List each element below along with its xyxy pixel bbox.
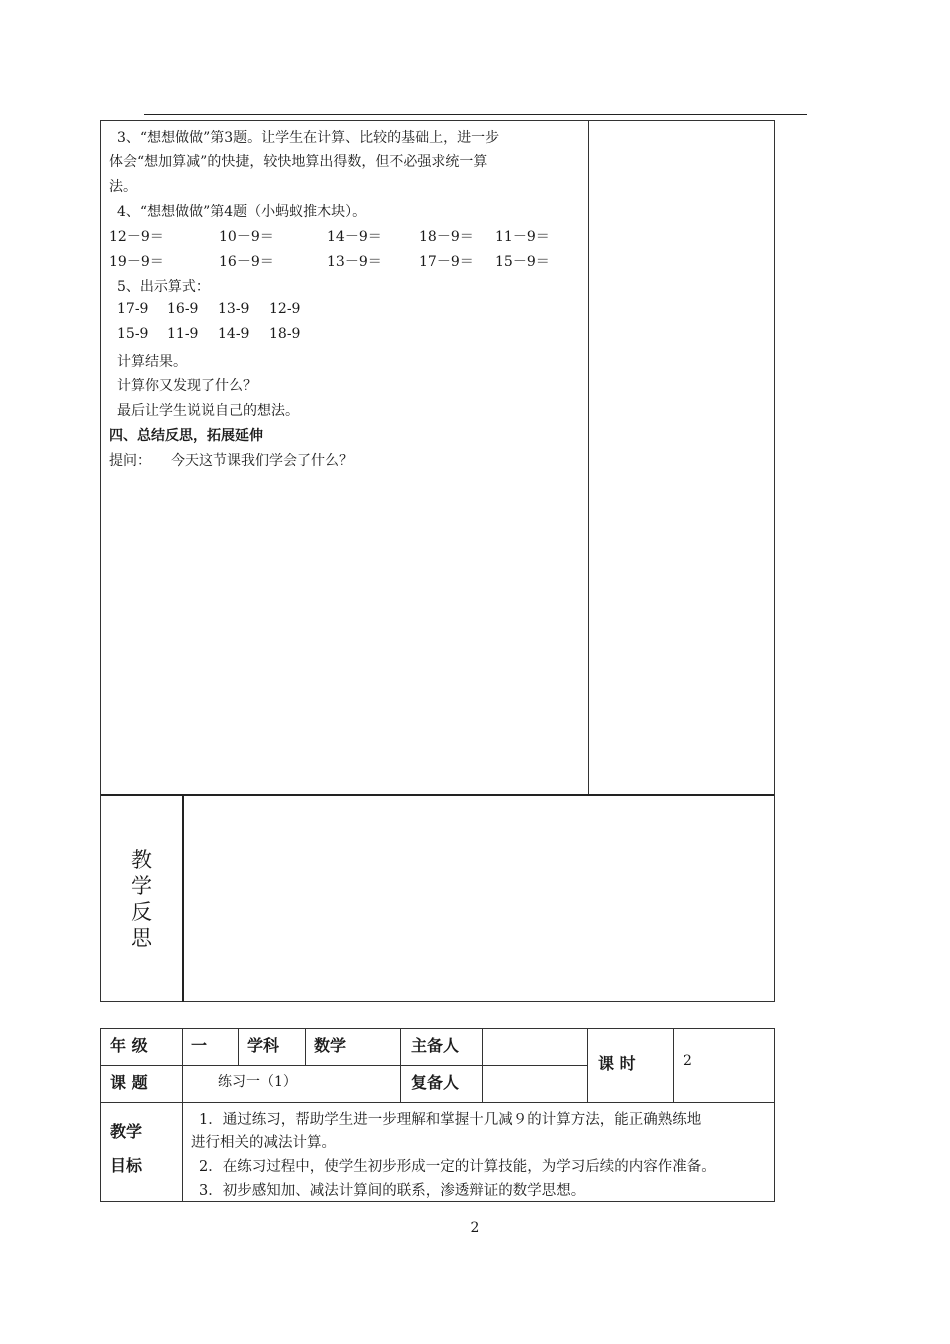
equation: 15－9＝ (495, 254, 550, 270)
text-line: 法。 (109, 179, 137, 195)
expression: 16-9 (167, 301, 199, 317)
equation: 18－9＝ (419, 229, 474, 245)
period-label: 课 时 (598, 1054, 636, 1073)
reflection-label: 教学反思 (131, 847, 152, 950)
equation: 16－9＝ (219, 254, 274, 270)
expression: 11-9 (167, 326, 199, 342)
grade-value: 一 (191, 1036, 208, 1055)
text-line: 计算结果。 (117, 354, 187, 370)
grid-line (101, 1065, 587, 1066)
text-line: 今天这节课我们学会了什么？ (171, 453, 353, 469)
equation: 13－9＝ (327, 254, 382, 270)
expression: 18-9 (269, 326, 301, 342)
header-rule (144, 114, 807, 115)
expression: 12-9 (269, 301, 301, 317)
grid-line (673, 1029, 674, 1102)
grid-line (182, 1029, 183, 1202)
subject-value: 数学 (314, 1036, 347, 1055)
goals-label-line-2: 目标 (110, 1156, 143, 1175)
expression: 15-9 (117, 326, 149, 342)
goal-line: 3．初步感知加、减法计算间的联系，渗透辩证的数学思想。 (199, 1183, 586, 1199)
text-line: 计算你又发现了什么？ (117, 378, 257, 394)
text-line: 4、“想想做做”第4题（小蚂蚁推木块）。 (117, 204, 367, 220)
row-divider (101, 794, 774, 796)
text-line: 提问： (109, 453, 151, 469)
expression: 17-9 (117, 301, 149, 317)
subject-label: 学科 (247, 1036, 280, 1055)
lesson-info-table (100, 1028, 775, 1202)
equation: 19－9＝ (109, 254, 164, 270)
text-line: 3、“想想做做”第3题。让学生在计算、比较的基础上，进一步 (117, 130, 500, 146)
goal-line: 1．通过练习，帮助学生进一步理解和掌握十几减９的计算方法，能正确熟练地 (199, 1112, 702, 1128)
goal-line: 进行相关的减法计算。 (191, 1135, 336, 1151)
section-heading: 四、总结反思，拓展延伸 (109, 428, 263, 444)
grid-line (238, 1029, 239, 1065)
lesson-process-table (100, 120, 775, 1002)
reflection-divider (182, 795, 184, 1002)
grid-line (101, 1102, 774, 1103)
preparer-label: 主备人 (411, 1036, 460, 1055)
topic-label: 课 题 (110, 1073, 148, 1092)
equation: 17－9＝ (419, 254, 474, 270)
period-value: 2 (683, 1053, 692, 1069)
reflection-label-cell (101, 795, 182, 1002)
equation: 11－9＝ (495, 229, 550, 245)
grid-line (305, 1029, 306, 1065)
text-line: 最后让学生说说自己的想法。 (117, 403, 299, 419)
page-number: 2 (470, 1220, 480, 1236)
text-line: 5、出示算式： (117, 279, 210, 295)
goal-line: 2．在练习过程中，使学生初步形成一定的计算技能，为学习后续的内容作准备。 (199, 1159, 716, 1175)
equation: 14－9＝ (327, 229, 382, 245)
co-preparer-label: 复备人 (411, 1073, 460, 1092)
grid-line (587, 1029, 588, 1102)
equation: 12－9＝ (109, 229, 164, 245)
expression: 13-9 (218, 301, 250, 317)
column-divider (588, 121, 589, 794)
equation: 10－9＝ (219, 229, 274, 245)
topic-value: 练习一（1） (218, 1074, 297, 1090)
expression: 14-9 (218, 326, 250, 342)
grade-label: 年 级 (110, 1036, 148, 1055)
goals-label-line-1: 教学 (110, 1122, 143, 1141)
text-line: 体会“想加算减”的快捷，较快地算出得数，但不必强求统一算 (109, 154, 488, 170)
